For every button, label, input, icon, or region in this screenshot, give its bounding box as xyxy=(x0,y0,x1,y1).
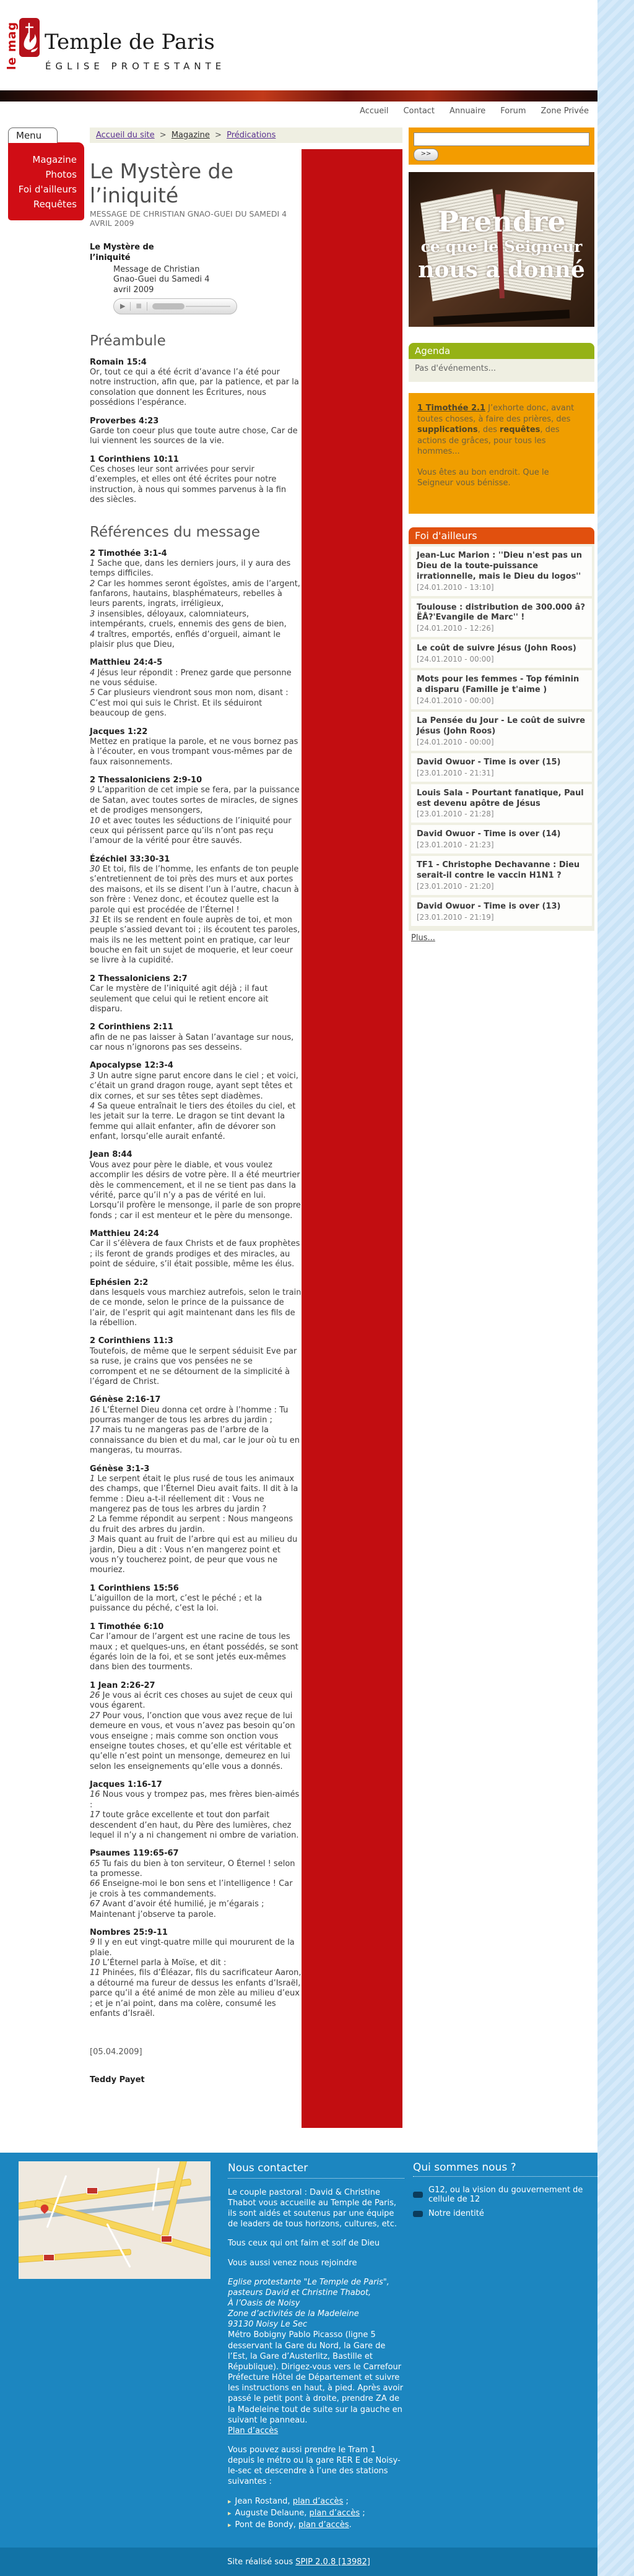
passage-line: dans lesquels vous marchiez autrefois, selon le train de ce monde, selon le prince de la puissance de l’air, de l’esprit qui agit maintenant dans les fils de la rébellion. xyxy=(90,1287,302,1328)
article-kicker: MESSAGE DE CHRISTIAN GNAO-GUEI DU SAMEDI 4 AVRIL 2009 xyxy=(90,209,287,228)
bible-passage xyxy=(90,658,302,719)
passage-line: 16 Nous vous y trompez pas, mes frères bien-aimés : xyxy=(90,1790,300,1810)
article-author: Teddy Payet xyxy=(90,2075,145,2085)
map-access-link[interactable]: Plan d’accès xyxy=(228,2426,279,2436)
news-item xyxy=(411,856,592,895)
station-item: ▸ Pont de Bondy, plan d’accès. xyxy=(228,2520,352,2530)
passage-line: 26 Je vous ai écrit ces choses au sujet de ceux qui vous égarent. xyxy=(90,1691,293,1711)
passage-reference: 1 Jean 2:26-27 xyxy=(90,1680,155,1690)
bible-passage xyxy=(90,1150,302,1221)
promo-image xyxy=(409,172,594,327)
news-item xyxy=(411,712,592,751)
verse-text-segment: requêtes xyxy=(500,425,541,435)
station-item: ▸ Auguste Delaune, plan d’accès ; xyxy=(228,2508,365,2518)
bible-passage xyxy=(90,1622,302,1673)
who-item xyxy=(413,2209,599,2218)
news-item-date: [24.01.2010 - 00:00] xyxy=(417,655,494,664)
address-line: Zone d’activités de la Madeleine xyxy=(228,2309,359,2319)
passage-line: 4 traîtres, emportés, enflés d’orgueil, aimant le plaisir plus que Dieu, xyxy=(90,629,281,649)
news-item xyxy=(411,547,592,596)
verse-text-segment: supplications xyxy=(417,425,478,435)
passage-line: 3 Un autre signe parut encore dans le ciel ; et voici, c’était un grand dragon rouge, ayant sept têtes et dix cornes, et sur ses têtes sept diadèmes. xyxy=(90,1071,298,1101)
passage-reference: 2 Corinthiens 2:11 xyxy=(90,1022,173,1032)
passage-reference: Romain 15:4 xyxy=(90,357,147,367)
footer-who-column xyxy=(413,2161,599,2223)
breadcrumb-link[interactable]: Prédications xyxy=(227,131,276,140)
news-item-link[interactable]: Louis Sala - Pourtant fanatique, Paul est devenu apôtre de Jésus xyxy=(417,788,584,808)
passage-line: 1 Sache que, dans les derniers jours, il y aura des temps difficiles. xyxy=(90,558,291,579)
bible-passage xyxy=(90,1336,302,1387)
sidebar-menu-item[interactable]: Foi d'ailleurs xyxy=(18,184,77,195)
passage-line: 3 Mais quant au fruit de l’arbre qui est au milieu du jardin, Dieu a dit : Vous n’en mangerez point et vous n’y toucherez point, de peur que vous ne mouriez. xyxy=(90,1535,298,1575)
page-title: Le Mystère de l’iniquité xyxy=(90,159,233,207)
who-list xyxy=(413,2185,599,2218)
site-header xyxy=(0,0,597,90)
section-heading: Préambule xyxy=(90,332,166,349)
who-item xyxy=(413,2185,599,2204)
address-line: Eglise protestante "Le Temple de Paris", pasteurs David et Christine Thabot, xyxy=(228,2277,389,2297)
stop-icon[interactable]: ■ xyxy=(136,303,142,310)
breadcrumb-link[interactable]: Accueil du site xyxy=(96,131,155,140)
news-item xyxy=(411,753,592,782)
menu-items xyxy=(8,142,84,220)
agenda-header: Agenda xyxy=(409,343,594,359)
passage-line: 2 La femme répondit au serpent : Nous mangeons du fruit des arbres du jardin. xyxy=(90,1515,293,1534)
site-title: Temple de Paris xyxy=(45,30,215,54)
sidebar xyxy=(409,120,594,946)
header-banner-image xyxy=(0,90,597,102)
contact-paragraph: Vous aussi venez nous rejoindre xyxy=(228,2258,357,2268)
agenda-empty-message: Pas d'événements... xyxy=(409,359,594,382)
passage-line: Car l’amour de l’argent est une racine de tous les maux ; et quelques-uns, en étant possédés, se sont égarés loin de la foi, et se sont jetés eux-mêmes dans bien des tourments. xyxy=(90,1632,298,1672)
passage-line: 9 L’apparition de cet impie se fera, par la puissance de Satan, avec toutes sortes de miracles, de signes et de prodiges mensongers, xyxy=(90,785,300,816)
contact-paragraph: Tous ceux qui ont faim et soif de Dieu xyxy=(228,2239,380,2249)
passage-line: 27 Pour vous, l’onction que vous avez reçue de lui demeure en vous, et vous n’avez pas besoin qu’on vous enseigne ; mais comme son onction vous enseigne toutes choses, et qu’elle est véritable et qu’elle n’est point un mensonge, demeurez en lui selon les enseignements qu’elle vous a donnés. xyxy=(90,1711,295,1771)
topnav-link[interactable]: Contact xyxy=(403,106,435,116)
news-item xyxy=(411,639,592,668)
search-input[interactable] xyxy=(414,132,589,146)
map-image[interactable] xyxy=(19,2161,211,2279)
bible-passage xyxy=(90,727,302,768)
address-line: À l’Oasis de Noisy xyxy=(228,2298,300,2308)
map-route-badge xyxy=(43,2254,54,2261)
verse-text-segment: , des actions de grâces, pour tous les hommes... xyxy=(417,425,560,457)
passage-line: 31 Et ils se rendent en foule auprès de toi, et mon peuple s’assied devant toi ; ils écoutent tes paroles, mais ils ne les mettent point en pratique, car leur bouche en fait un sujet de moquerie, et leur coeur se livre à la cupidité. xyxy=(90,915,300,966)
passage-reference: 1 Corinthiens 15:56 xyxy=(90,1583,179,1593)
article xyxy=(90,143,302,2128)
verse-text-segment: J’exhorte donc, avant toutes choses, à faire des prières, des xyxy=(417,404,575,424)
passage-line: Garde ton coeur plus que toute autre chose, Car de lui viennent les sources de la vie. xyxy=(90,426,298,446)
passage-reference: Matthieu 24:4-5 xyxy=(90,658,163,668)
passage-reference: Ézéchiel 33:30-31 xyxy=(90,854,170,864)
station-map-link[interactable]: plan d’accès xyxy=(298,2520,349,2530)
passage-line: 10 et avec toutes les séductions de l’iniquité pour ceux qui périssent parce qu’ils n’ont pas reçu l’amour de la vérité pour être sauvés. xyxy=(90,816,292,846)
breadcrumb-separator: > xyxy=(212,131,225,140)
bible-stand xyxy=(433,309,570,325)
passage-line: Car il s’élèvera de faux Christs et de faux prophètes ; ils feront de grands prodiges et des miracles, au point de séduire, s’il était possible, même les élus. xyxy=(90,1239,300,1269)
verse-box xyxy=(409,393,594,514)
contact-paragraph: Le couple pastoral : David & Christine Thabot vous accueille au Temple de Paris, ils sont aidés et soutenus par une équipe de leaders de tous horizons, cultures, etc. xyxy=(228,2187,397,2229)
section-heading: Références du message xyxy=(90,524,260,540)
player-scrubber[interactable] xyxy=(152,303,185,309)
passage-line: 16 L’Éternel Dieu donna cet ordre à l’homme : Tu pourras manger de tous les arbres du jardin ; xyxy=(90,1405,289,1425)
bible-passage xyxy=(90,455,302,506)
news-item-date: [23.01.2010 - 21:20] xyxy=(417,882,494,891)
breadcrumb-link[interactable]: Magazine xyxy=(171,131,210,140)
metro-directions: Métro Bobigny Pablo Picasso (ligne 5 desservant la Gare du Nord, la Gare de l’Est, la Gare d’Austerlitz, Bastille et République). Dirigez-vous vers le Carrefour Préfecture Hôtel de Département et suivre les instructions en haut, à pied. Après avoir passé le petit pont à droite, prendre ZA de la Madeleine tout de suite sur la gauche en suivant le panneau. xyxy=(228,2330,404,2425)
breadcrumb xyxy=(90,128,402,143)
verse-closing: Vous êtes au bon endroit. Que le Seigneur vous bénisse. xyxy=(417,467,549,488)
verse-text xyxy=(417,403,586,457)
bible-passage xyxy=(90,776,302,847)
who-item-link[interactable]: G12, ou la vision du gouvernement de cellule de 12 xyxy=(428,2185,583,2205)
bible-passage xyxy=(90,974,302,1015)
breadcrumb-separator: > xyxy=(157,131,169,140)
passage-line: 2 Car les hommes seront égoïstes, amis de l’argent, fanfarons, hautains, blasphémateurs, rebelles à leurs parents, ingrats, irréligieux, xyxy=(90,579,300,609)
footer xyxy=(0,2153,597,2576)
flame-cross-icon xyxy=(19,18,40,57)
passage-reference: Jean 8:44 xyxy=(90,1150,132,1160)
news-item-link[interactable]: David Owuor - Time is over (13) xyxy=(417,902,561,912)
news-item-link[interactable]: Toulouse : distribution de 300.000 â?ËÅ?'Evangile de Marc'' ! xyxy=(417,602,585,623)
topnav-link[interactable]: Forum xyxy=(500,106,526,116)
news-item-link[interactable]: La Pensée du Jour - Le coût de suivre Jésus (John Roos) xyxy=(417,715,586,736)
passage-reference: 2 Timothée 3:1-4 xyxy=(90,548,167,558)
verse-text-segment: , des xyxy=(477,425,500,435)
passage-line: Ces choses leur sont arrivées pour servir d’exemples, et elles ont été écrites pour notre instruction, à nous qui sommes parvenus à la fin des siècles. xyxy=(90,465,287,505)
news-item xyxy=(411,825,592,854)
who-heading: Qui sommes nous ? xyxy=(413,2161,599,2177)
topnav-link[interactable]: Zone Privée xyxy=(541,106,589,116)
news-item-link[interactable]: David Owuor - Time is over (15) xyxy=(417,757,561,767)
passage-line: 3 insensibles, déloyaux, calomniateurs, intempérants, cruels, ennemis des gens de bien, xyxy=(90,609,287,629)
menu-tab[interactable]: Menu xyxy=(8,128,58,143)
passage-line: 17 toute grâce excellente et tout don parfait descendent d’en haut, du Père des lumières, chez lequel il n’y a ni changement ni ombre de variation. xyxy=(90,1810,299,1840)
footer-contact-column xyxy=(228,2161,404,2531)
bible-passage xyxy=(90,1229,302,1270)
footer-columns xyxy=(0,2161,597,2531)
station-map-link[interactable]: plan d’accès xyxy=(292,2496,344,2506)
passage-reference: Matthieu 24:24 xyxy=(90,1229,159,1239)
church-address xyxy=(228,2277,404,2330)
passage-line: L’aiguillon de la mort, c’est le péché ; et la puissance du péché, c’est la loi. xyxy=(90,1594,263,1614)
news-item xyxy=(411,670,592,709)
top-nav xyxy=(0,102,597,120)
passage-line: Mettez en pratique la parole, et ne vous bornez pas à l’écouter, en vous trompant vous-mêmes par de faux raisonnements. xyxy=(90,737,298,767)
promo-line1: Prendre xyxy=(437,205,566,238)
bible-passage xyxy=(90,1278,302,1329)
news-item-link[interactable]: Mots pour les femmes - Top féminin a disparu (Famille je t'aime ) xyxy=(417,675,580,695)
news-more-link[interactable]: Plus... xyxy=(411,933,435,943)
bible-passage xyxy=(90,358,302,408)
news-widget xyxy=(409,527,594,946)
news-item-date: [23.01.2010 - 21:28] xyxy=(417,810,494,819)
verse-reference-link[interactable]: 1 Timothée 2.1 xyxy=(417,404,486,413)
speech-bubble-icon xyxy=(413,2211,423,2217)
who-item-link[interactable]: Notre identité xyxy=(428,2209,484,2219)
passage-line: 5 Car plusieurs viendront sous mon nom, disant : C’est moi qui suis le Christ. Et ils séduiront beaucoup de gens. xyxy=(90,688,289,719)
play-icon[interactable]: ▶ xyxy=(120,302,126,311)
passage-line: Vous avez pour père le diable, et vous voulez accomplir les désirs de votre père. Il a été meurtrier dès le commencement, et il ne se tient pas dans la vérité, parce qu’il n’y a pas de vérité en lui. Lorsqu’il profère le mensonge, il parle de son propre fonds ; car il est menteur et le père du mensonge. xyxy=(90,1160,301,1221)
audio-player[interactable] xyxy=(113,298,237,314)
bible-passage xyxy=(90,1022,302,1053)
audio-box xyxy=(90,243,302,314)
passage-line: afin de ne pas laisser à Satan l’avantage sur nous, car nous n’ignorons pas ses desseins. xyxy=(90,1032,294,1053)
news-item-date: [23.01.2010 - 21:19] xyxy=(417,912,494,922)
news-item-date: [23.01.2010 - 21:31] xyxy=(417,768,494,777)
church-logo xyxy=(19,18,40,57)
tram-info: Vous pouvez aussi prendre le Tram 1 depuis le métro ou la gare RER E de Noisy-le-sec et descendre à l’une des stations suivantes : xyxy=(228,2445,401,2487)
arrow-bullet-icon: ▸ xyxy=(228,2509,232,2517)
bible-passage xyxy=(90,1061,302,1142)
passage-line: 11 Phinées, fils d’Éléazar, fils du sacrificateur Aaron, a détourné ma fureur de dessus les enfants d’Israël, parce qu’il a été animé de mon zèle au milieu d’eux ; et je n’ai point, dans ma colère, consumé les enfants d’Israël. xyxy=(90,1968,302,2018)
bible-passage xyxy=(90,1395,302,1456)
news-item-date: [24.01.2010 - 13:10] xyxy=(417,582,494,592)
arrow-bullet-icon: ▸ xyxy=(228,2497,232,2505)
map-road xyxy=(19,2249,131,2263)
news-item-date: [23.01.2010 - 21:23] xyxy=(417,841,494,850)
news-item-link[interactable]: TF1 - Christophe Dechavanne : Dieu serait-il contre le vaccin H1N1 ? xyxy=(417,860,580,881)
passage-line: Or, tout ce qui a été écrit d’avance l’a été pour notre instruction, afin que, par la patience, et par la consolation que donnent les Écritures, nous possédions l’espérance. xyxy=(90,368,299,408)
passage-reference: 1 Corinthiens 10:11 xyxy=(90,454,179,464)
passage-reference: Jacques 1:16-17 xyxy=(90,1780,162,1790)
passage-line: 65 Tu fais du bien à ton serviteur, O Éternel ! selon ta promesse. xyxy=(90,1859,295,1879)
red-decoration-column xyxy=(302,149,402,2128)
sidebar-menu-item[interactable]: Requêtes xyxy=(33,199,77,210)
station-map-link[interactable]: plan d’accès xyxy=(309,2508,360,2518)
player-divider xyxy=(130,302,131,311)
site-subtitle: ÉGLISE PROTESTANTE xyxy=(45,61,226,72)
agenda-widget xyxy=(409,343,594,382)
passage-reference: Proverbes 4:23 xyxy=(90,416,159,426)
passage-line: 17 mais tu ne mangeras pas de l’arbre de la connaissance du bien et du mal, car le jour où tu en mangeras, tu mourras. xyxy=(90,1425,300,1456)
map-route-badge xyxy=(87,2187,98,2194)
main-column xyxy=(90,120,402,2128)
passage-reference: Psaumes 119:65-67 xyxy=(90,1849,179,1859)
audio-caption: Message de Christian Gnao-Guei du Samedi 4 avril 2009 xyxy=(113,264,210,295)
bible-passage xyxy=(90,1681,302,1772)
contact-heading: Nous contacter xyxy=(228,2161,404,2178)
news-list xyxy=(409,544,594,931)
bible-passage xyxy=(90,1464,302,1576)
speech-bubble-icon xyxy=(413,2192,423,2198)
bible-passage xyxy=(90,1584,302,1614)
passage-line: Toutefois, de même que le serpent séduisit Eve par sa ruse, je crains que vos pensées ne se corrompent et ne se détournent de la simplicité à l’égard de Christ. xyxy=(90,1346,297,1386)
passage-reference: Génèse 2:16-17 xyxy=(90,1395,161,1405)
passage-line: 4 Jésus leur répondit : Prenez garde que personne ne vous séduise. xyxy=(90,668,292,688)
left-column xyxy=(0,120,90,220)
bible-passage xyxy=(90,1928,302,2019)
station-item: ▸ Jean Rostand, plan d’accès ; xyxy=(228,2496,349,2506)
passage-line: 4 Sa queue entraînait le tiers des étoiles du ciel, et les jetait sur la terre. Le dragon se tint devant la femme qui allait enfanter, afin de dévorer son enfant, lorsqu’elle aurait enfanté. xyxy=(90,1101,296,1142)
news-header: Foi d'ailleurs xyxy=(409,527,594,544)
station-list xyxy=(228,2496,404,2530)
passage-reference: Ephésien 2:2 xyxy=(90,1277,149,1287)
sidebar-menu-item[interactable]: Magazine xyxy=(32,154,77,165)
promo-line3: nous a donné xyxy=(418,257,585,283)
news-item-link[interactable]: Le coût de suivre Jésus (John Roos) xyxy=(417,644,576,654)
passage-line: 10 L’Éternel parla à Moïse, et dit : xyxy=(90,1958,227,1968)
passage-reference: Génèse 3:1-3 xyxy=(90,1464,150,1474)
map-route-badge xyxy=(161,2236,172,2242)
player-track[interactable] xyxy=(186,306,230,307)
search-box xyxy=(409,128,594,165)
bible-passage xyxy=(90,549,302,650)
article-body xyxy=(90,333,302,2020)
news-item-date: [24.01.2010 - 00:00] xyxy=(417,737,494,746)
bible-passage xyxy=(90,417,302,447)
news-item xyxy=(411,897,592,926)
news-item-date: [24.01.2010 - 00:00] xyxy=(417,696,494,705)
news-item xyxy=(411,599,592,638)
footer-credit-bar xyxy=(0,2548,597,2576)
content-area xyxy=(0,120,597,2128)
passage-reference: Jacques 1:22 xyxy=(90,727,148,737)
address-line: 93130 Noisy Le Sec xyxy=(228,2320,308,2330)
bible-passage xyxy=(90,855,302,966)
sidebar-menu-item[interactable]: Photos xyxy=(45,169,77,180)
news-item-link[interactable]: David Owuor - Time is over (14) xyxy=(417,829,561,839)
passage-line: 66 Enseigne-moi le bon sens et l’intelligence ! Car je crois à tes commandements. xyxy=(90,1879,293,1899)
news-item-date: [24.01.2010 - 12:26] xyxy=(417,624,494,633)
arrow-bullet-icon: ▸ xyxy=(228,2520,232,2529)
article-date: [05.04.2009] xyxy=(90,2047,142,2057)
bible-passage xyxy=(90,1780,302,1841)
bible-passage xyxy=(90,1849,302,1920)
passage-reference: 1 Timothée 6:10 xyxy=(90,1622,164,1632)
passage-reference: 2 Thessaloniciens 2:9-10 xyxy=(90,776,202,785)
passage-reference: 2 Corinthiens 11:3 xyxy=(90,1336,173,1346)
news-item xyxy=(411,784,592,823)
passage-reference: 2 Thessaloniciens 2:7 xyxy=(90,974,188,983)
passage-line: 9 Il y en eut vingt-quatre mille qui moururent de la plaie. xyxy=(90,1938,295,1958)
promo-line2: ce que le Seigneur xyxy=(420,238,583,256)
topnav-link[interactable]: Annuaire xyxy=(449,106,486,116)
search-submit-button[interactable]: >> xyxy=(414,149,438,161)
promo-text xyxy=(409,207,594,283)
passage-line: 1 Le serpent était le plus rusé de tous les animaux des champs, que l’Éternel Dieu avait faits. Il dit à la femme : Dieu a-t-il réellement dit : Vous ne mangerez pas de tous les arbres du jardin ? xyxy=(90,1474,298,1515)
topnav-link[interactable]: Accueil xyxy=(360,106,389,116)
passage-reference: Apocalypse 12:3-4 xyxy=(90,1061,173,1071)
main-menu xyxy=(8,128,84,220)
spip-link[interactable]: SPIP 2.0.8 [13982] xyxy=(295,2557,370,2567)
audio-title: Le Mystère de l’iniquité xyxy=(90,243,154,262)
article-row xyxy=(90,143,402,2128)
passage-line: 30 Et toi, fils de l’homme, les enfants de ton peuple s’entretiennent de toi près des murs et aux portes des maisons, et ils se disent l’un à l’autre, chacun à son frère : Venez donc, et écoutez quelle est la parole qui est procédée de l’Éternel ! xyxy=(90,865,299,915)
lemag-label: le mag xyxy=(5,21,19,71)
passage-line: 67 Avant d’avoir été humilié, je m’égarais ; Maintenant j’observe ta parole. xyxy=(90,1900,264,1919)
passage-line: Car le mystère de l’iniquité agit déjà ; il faut seulement que celui qui le retient encore ait disparu. xyxy=(90,984,269,1014)
news-item-link[interactable]: Jean-Luc Marion : ''Dieu n'est pas un Dieu de la toute-puissance irrationnelle, mais le Dieu du logos'' xyxy=(417,550,583,581)
passage-reference: Nombres 25:9-11 xyxy=(90,1927,168,1937)
credit-text: Site réalisé sous xyxy=(227,2557,293,2567)
